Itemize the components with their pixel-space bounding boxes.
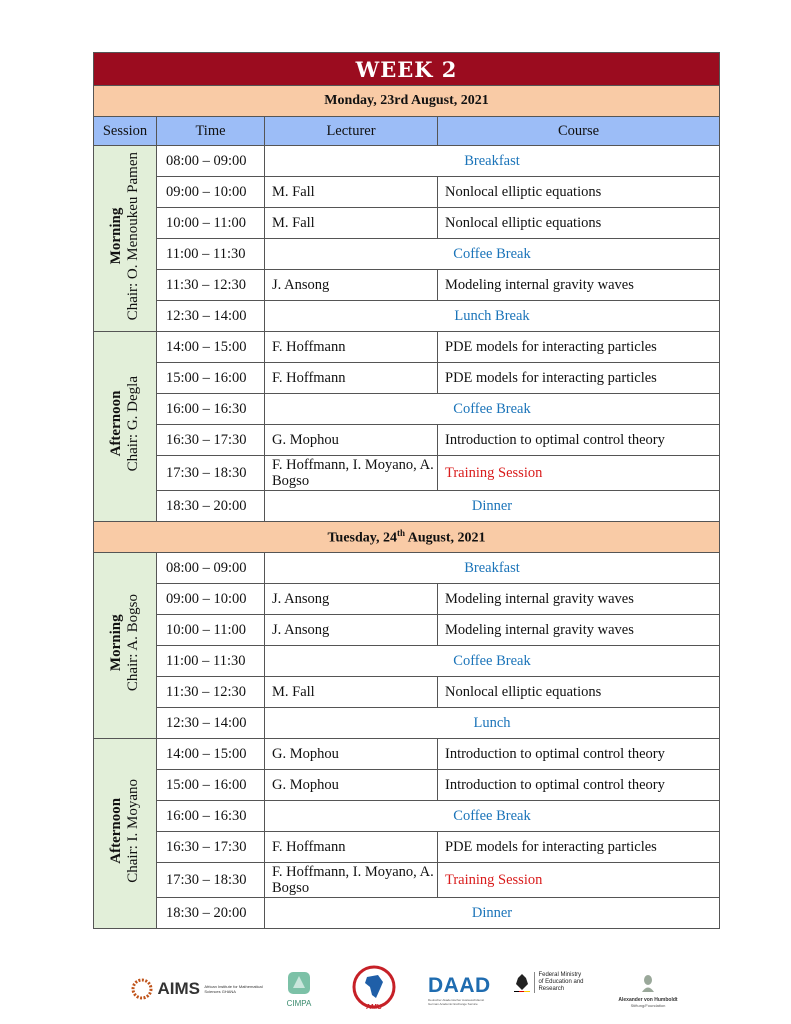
amu-logo xyxy=(352,965,396,1011)
amu-africa-icon xyxy=(352,965,396,1009)
course-cell: Modeling internal gravity waves xyxy=(438,615,720,646)
column-header-time: Time xyxy=(157,117,265,146)
schedule-row xyxy=(94,146,720,177)
session-chair: Chair: G. Degla xyxy=(125,376,141,472)
session-cell-monday-morning xyxy=(94,146,157,332)
time-cell: 16:30 – 17:30 xyxy=(157,832,265,863)
column-header-session: Session xyxy=(94,117,157,146)
time-cell: 15:00 – 16:00 xyxy=(157,770,265,801)
bmbf-wordmark: Federal Ministry of Education and Research xyxy=(534,972,586,993)
schedule-row xyxy=(94,708,720,739)
lecturer-cell: J. Ansong xyxy=(265,270,438,301)
time-cell: 11:30 – 12:30 xyxy=(157,270,265,301)
aims-wordmark: AIMS xyxy=(157,979,200,998)
schedule-row xyxy=(94,425,720,456)
session-chair: Chair: I. Moyano xyxy=(125,779,141,883)
schedule-row xyxy=(94,394,720,425)
schedule-row xyxy=(94,615,720,646)
time-cell: 11:00 – 11:30 xyxy=(157,646,265,677)
schedule-table xyxy=(93,52,720,929)
break-cell: Breakfast xyxy=(265,553,720,584)
course-cell: Introduction to optimal control theory xyxy=(438,425,720,456)
time-cell: 10:00 – 11:00 xyxy=(157,208,265,239)
break-cell: Coffee Break xyxy=(265,646,720,677)
break-cell: Coffee Break xyxy=(265,801,720,832)
bmbf-logo xyxy=(514,972,586,995)
time-cell: 16:30 – 17:30 xyxy=(157,425,265,456)
lecturer-cell: J. Ansong xyxy=(265,584,438,615)
time-cell: 16:00 – 16:30 xyxy=(157,394,265,425)
schedule-row xyxy=(94,770,720,801)
session-chair: Chair: O. Menoukeu Pamen xyxy=(125,151,141,321)
day-header-tuesday xyxy=(94,522,720,553)
session-cell-tuesday-afternoon xyxy=(94,739,157,929)
lecturer-cell: F. Hoffmann xyxy=(265,332,438,363)
humboldt-logo xyxy=(612,974,684,1008)
lecturer-cell: F. Hoffmann, I. Moyano, A. Bogso xyxy=(265,456,438,491)
session-name: Afternoon xyxy=(108,798,124,864)
time-cell: 17:30 – 18:30 xyxy=(157,863,265,898)
course-cell: Introduction to optimal control theory xyxy=(438,739,720,770)
schedule-row xyxy=(94,491,720,522)
lecturer-cell: F. Hoffmann, I. Moyano, A. Bogso xyxy=(265,863,438,898)
schedule-row xyxy=(94,239,720,270)
daad-logo xyxy=(428,974,490,1006)
time-cell: 08:00 – 09:00 xyxy=(157,553,265,584)
break-cell: Coffee Break xyxy=(265,239,720,270)
time-cell: 10:00 – 11:00 xyxy=(157,615,265,646)
break-cell: Dinner xyxy=(265,491,720,522)
lecturer-cell: F. Hoffmann xyxy=(265,832,438,863)
session-name: Afternoon xyxy=(108,391,124,457)
time-cell: 15:00 – 16:00 xyxy=(157,363,265,394)
session-chair: Chair: A. Bogso xyxy=(125,594,141,692)
break-cell: Breakfast xyxy=(265,146,720,177)
lecturer-cell: M. Fall xyxy=(265,177,438,208)
humboldt-subtitle: Stiftung/Foundation xyxy=(630,1003,666,1008)
course-cell: PDE models for interacting particles xyxy=(438,332,720,363)
aims-sunburst-icon xyxy=(131,978,153,1000)
sponsor-logos xyxy=(0,960,791,1020)
course-cell: PDE models for interacting particles xyxy=(438,363,720,394)
lecturer-cell: F. Hoffmann xyxy=(265,363,438,394)
schedule-row xyxy=(94,898,720,929)
time-cell: 09:00 – 10:00 xyxy=(157,584,265,615)
schedule-row xyxy=(94,646,720,677)
schedule-row xyxy=(94,208,720,239)
daad-wordmark: DAAD xyxy=(428,974,491,997)
humboldt-portrait-icon xyxy=(641,974,655,992)
column-header-course: Course xyxy=(438,117,720,146)
aims-subtitle: African Institute for Mathematical Sciences GHANA xyxy=(204,984,263,994)
course-cell: Modeling internal gravity waves xyxy=(438,584,720,615)
schedule-row xyxy=(94,677,720,708)
lecturer-cell: G. Mophou xyxy=(265,739,438,770)
course-cell: Introduction to optimal control theory xyxy=(438,770,720,801)
cimpa-wordmark: CIMPA xyxy=(286,999,312,1008)
schedule-row xyxy=(94,863,720,898)
course-cell: Nonlocal elliptic equations xyxy=(438,177,720,208)
day-label-suffix: August, 2021 xyxy=(405,530,486,546)
session-name: Morning xyxy=(108,207,124,265)
column-header-lecturer: Lecturer xyxy=(265,117,438,146)
schedule-row xyxy=(94,739,720,770)
break-cell: Lunch Break xyxy=(265,301,720,332)
schedule-row xyxy=(94,301,720,332)
training-cell: Training Session xyxy=(438,456,720,491)
break-cell: Lunch xyxy=(265,708,720,739)
lecturer-cell: G. Mophou xyxy=(265,425,438,456)
column-header-row xyxy=(94,117,720,146)
aims-logo xyxy=(131,978,264,1000)
schedule-row xyxy=(94,553,720,584)
session-cell-monday-afternoon xyxy=(94,332,157,522)
schedule-row xyxy=(94,270,720,301)
time-cell: 14:00 – 15:00 xyxy=(157,739,265,770)
time-cell: 11:00 – 11:30 xyxy=(157,239,265,270)
time-cell: 18:30 – 20:00 xyxy=(157,491,265,522)
schedule-row xyxy=(94,456,720,491)
daad-subtitle: Deutscher Akademischer Austauschdienst German Academic Exchange Service xyxy=(428,998,485,1006)
federal-eagle-icon xyxy=(514,972,530,992)
time-cell: 11:30 – 12:30 xyxy=(157,677,265,708)
time-cell: 17:30 – 18:30 xyxy=(157,456,265,491)
day-header-monday: Monday, 23rd August, 2021 xyxy=(94,86,720,117)
amu-wordmark: AMU xyxy=(366,1004,382,1011)
lecturer-cell: J. Ansong xyxy=(265,615,438,646)
time-cell: 18:30 – 20:00 xyxy=(157,898,265,929)
lecturer-cell: M. Fall xyxy=(265,208,438,239)
schedule-row xyxy=(94,177,720,208)
schedule-row xyxy=(94,332,720,363)
session-name: Morning xyxy=(108,614,124,672)
course-cell: PDE models for interacting particles xyxy=(438,832,720,863)
training-cell: Training Session xyxy=(438,863,720,898)
day-label-prefix: Tuesday, 24 xyxy=(327,530,397,546)
lecturer-cell: G. Mophou xyxy=(265,770,438,801)
time-cell: 16:00 – 16:30 xyxy=(157,801,265,832)
course-cell: Nonlocal elliptic equations xyxy=(438,208,720,239)
schedule-row xyxy=(94,584,720,615)
break-cell: Dinner xyxy=(265,898,720,929)
humboldt-wordmark: Alexander von Humboldt xyxy=(618,997,678,1003)
cimpa-logo xyxy=(282,970,316,1008)
course-cell: Modeling internal gravity waves xyxy=(438,270,720,301)
lecturer-cell: M. Fall xyxy=(265,677,438,708)
time-cell: 08:00 – 09:00 xyxy=(157,146,265,177)
break-cell: Coffee Break xyxy=(265,394,720,425)
schedule-row xyxy=(94,801,720,832)
schedule-row xyxy=(94,363,720,394)
day-label-sup: th xyxy=(397,527,406,538)
time-cell: 12:30 – 14:00 xyxy=(157,301,265,332)
time-cell: 09:00 – 10:00 xyxy=(157,177,265,208)
session-cell-tuesday-morning xyxy=(94,553,157,739)
course-cell: Nonlocal elliptic equations xyxy=(438,677,720,708)
time-cell: 14:00 – 15:00 xyxy=(157,332,265,363)
week-title: WEEK 2 xyxy=(94,53,720,86)
cimpa-emblem-icon xyxy=(286,970,312,996)
schedule-row xyxy=(94,832,720,863)
time-cell: 12:30 – 14:00 xyxy=(157,708,265,739)
